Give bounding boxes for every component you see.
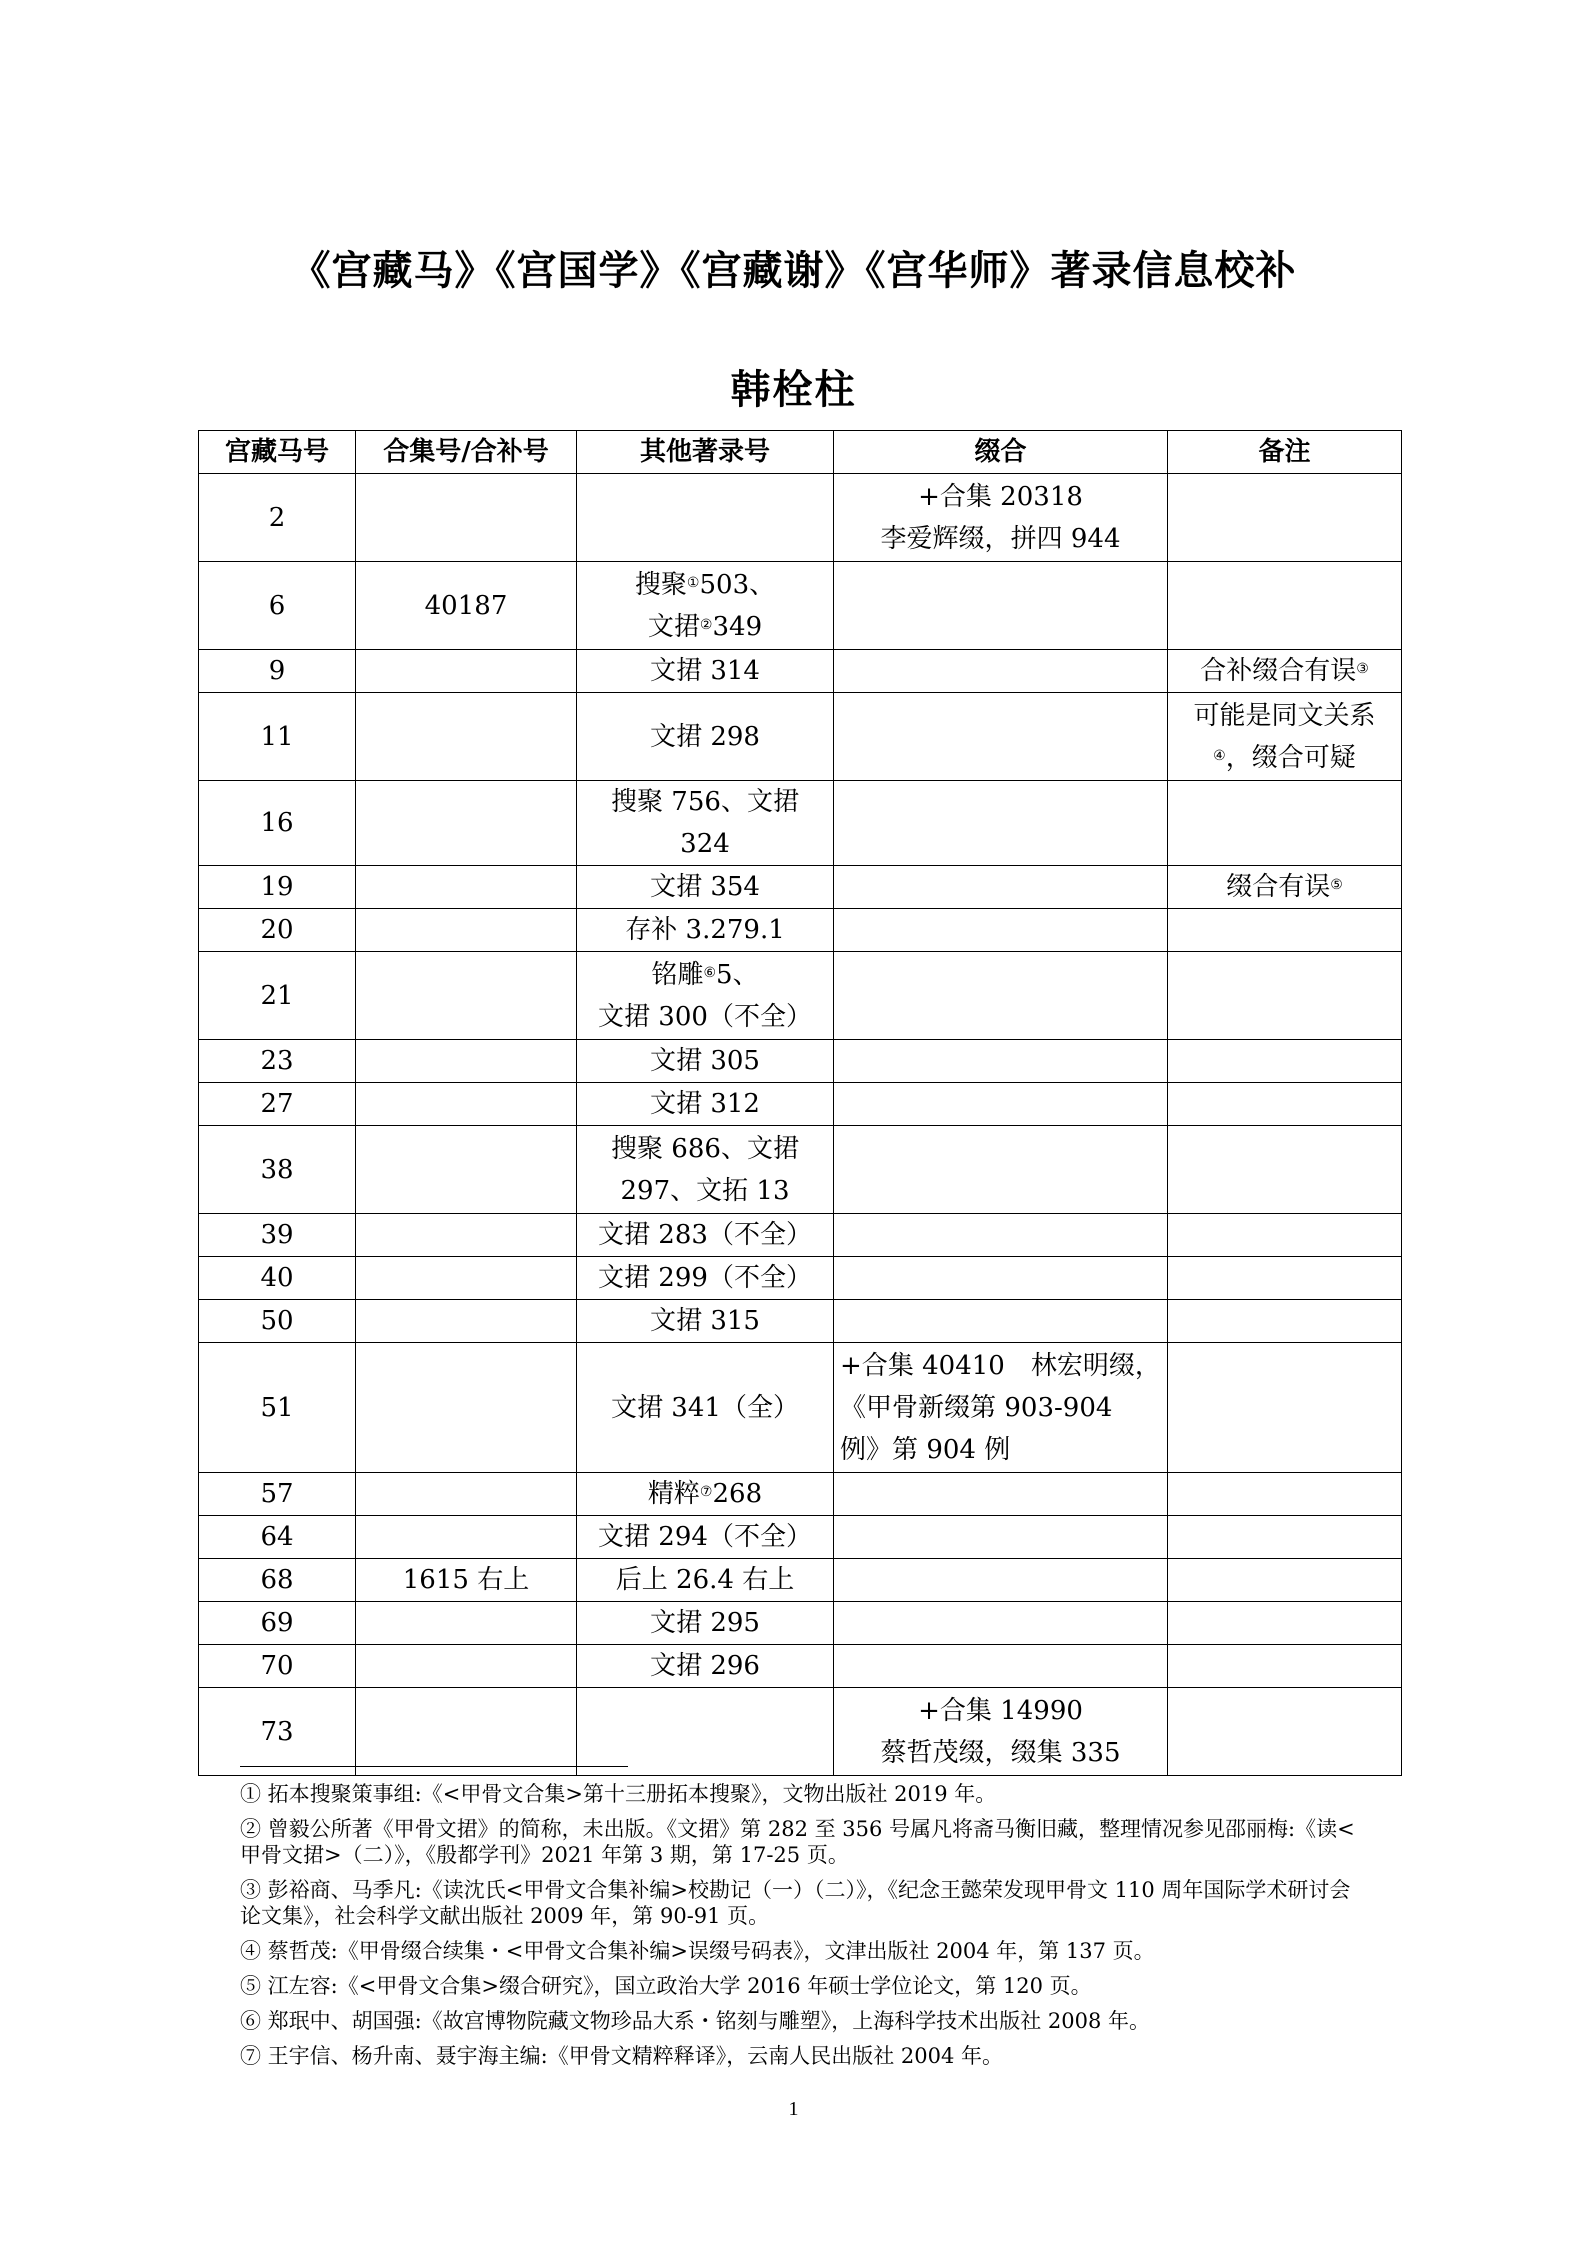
cell-join: [834, 1126, 1168, 1214]
cell-heji-no: [356, 1473, 577, 1516]
cell-line: 存补 3.279.1: [625, 915, 785, 945]
cell-line: 57: [260, 1479, 294, 1509]
cell-join: [834, 1516, 1168, 1559]
page-number: 1: [788, 2098, 799, 2120]
cell-remarks: [1168, 562, 1402, 650]
table-row: [199, 1473, 1402, 1516]
document-title: 《宫藏马》《宫国学》《宫藏谢》《宫华师》著录信息校补: [290, 248, 1297, 294]
table-row: [199, 1300, 1402, 1343]
cell-remarks: [1168, 1300, 1402, 1343]
footnote-item: ③ 彭裕商、马季凡:《读沈氏<甲骨文合集补编>校勘记（一）（二）》，《纪念王懿荣发现甲骨文 110 周年国际学术研讨会论文集》，社会科学文献出版社 2009 年，第 90-91 页。: [240, 1878, 1351, 1928]
cell-line: 蔡哲茂缀，缀集 335: [880, 1737, 1121, 1768]
cell-heji-no: [356, 1688, 577, 1776]
cell-remarks: [1168, 781, 1402, 866]
cell-join: [834, 1083, 1168, 1126]
cell-museum-no: [199, 1688, 356, 1776]
cell-line: 6: [268, 590, 286, 621]
cell-heji-no: [356, 1516, 577, 1559]
cell-remarks: [1168, 952, 1402, 1040]
cell-line: +合集 14990: [918, 1695, 1083, 1726]
cell-line: 50: [260, 1306, 294, 1336]
col-header-other-catalog: 其他著录号: [577, 431, 834, 474]
table-row: [199, 1516, 1402, 1559]
cell-line: 缀合有误⑤: [1226, 872, 1343, 902]
footnote-marker: ②: [699, 616, 713, 633]
cell-heji-no: [356, 1602, 577, 1645]
cell-other-catalog: [577, 1214, 834, 1257]
header-row: [199, 431, 1402, 474]
cell-heji-no: [356, 1126, 577, 1214]
cell-line: 文捃 283（不全）: [598, 1220, 812, 1250]
cell-line: 69: [260, 1608, 294, 1638]
footnote-marker: ①: [686, 574, 700, 591]
footnote-marker: ③: [1356, 661, 1369, 677]
cell-join: [834, 866, 1168, 909]
cell-remarks: [1168, 1645, 1402, 1688]
cell-line: 39: [260, 1220, 294, 1250]
table-row: [199, 1688, 1402, 1776]
cell-heji-no: [356, 866, 577, 909]
cell-join: [834, 1257, 1168, 1300]
cell-line: 73: [260, 1716, 294, 1747]
footnote-item: ④ 蔡哲茂:《甲骨缀合续集・<甲骨文合集补编>误缀号码表》，文津出版社 2004 年，第 137 页。: [240, 1939, 1155, 1963]
cell-line: 文捃 305: [650, 1046, 760, 1076]
col-header-heji-no: 合集号/合补号: [356, 431, 577, 474]
cell-line: 搜聚 756、文捃 324: [611, 787, 799, 859]
cell-museum-no: [199, 909, 356, 952]
cell-museum-no: [199, 474, 356, 562]
cell-join: [834, 952, 1168, 1040]
cell-line: 51: [260, 1392, 294, 1423]
cell-join: [834, 474, 1168, 562]
cell-museum-no: [199, 866, 356, 909]
cell-museum-no: [199, 952, 356, 1040]
cell-museum-no: [199, 781, 356, 866]
cell-line: 23: [260, 1046, 294, 1076]
cell-line: 11: [260, 721, 294, 752]
cell-museum-no: [199, 1473, 356, 1516]
cell-line: 文捃 354: [650, 872, 760, 902]
cell-line: 文捃 298: [650, 721, 760, 752]
cell-heji-no: [356, 1645, 577, 1688]
cell-line: 文捃 294（不全）: [598, 1522, 812, 1552]
cell-join: [834, 1343, 1168, 1473]
cell-line: 铭雕⑥5、: [651, 959, 759, 990]
cell-join: [834, 1214, 1168, 1257]
cell-join: [834, 1688, 1168, 1776]
cell-line: 21: [260, 980, 294, 1011]
footnotes: [240, 1781, 1370, 2078]
cell-other-catalog: [577, 1257, 834, 1300]
table-row: [199, 1343, 1402, 1473]
cell-other-catalog: [577, 781, 834, 866]
cell-other-catalog: [577, 562, 834, 650]
cell-heji-no: [356, 1559, 577, 1602]
cell-line: 文捃 315: [650, 1306, 760, 1336]
footnote-marker: ⑦: [699, 1484, 713, 1500]
cell-heji-no: [356, 1040, 577, 1083]
footnote-item: ⑦ 王宇信、杨升南、聂宇海主编:《甲骨文精粹释译》，云南人民出版社 2004 年。: [240, 2044, 1004, 2068]
cell-other-catalog: [577, 952, 834, 1040]
cell-join: [834, 562, 1168, 650]
cell-line: 64: [260, 1522, 294, 1552]
cell-remarks: [1168, 1040, 1402, 1083]
cell-heji-no: [356, 562, 577, 650]
cell-other-catalog: [577, 1300, 834, 1343]
cell-line: ④，缀合可疑: [1213, 742, 1356, 773]
cell-line: 《甲骨新缀第 903-904: [840, 1392, 1113, 1423]
col-header-join: 缀合: [834, 431, 1168, 474]
cell-line: 20: [260, 915, 294, 945]
cell-line: 16: [260, 808, 294, 838]
cell-line: 2: [268, 502, 286, 533]
table-row: [199, 1083, 1402, 1126]
cell-join: [834, 1645, 1168, 1688]
cell-museum-no: [199, 1083, 356, 1126]
cell-join: [834, 1300, 1168, 1343]
cell-remarks: [1168, 1343, 1402, 1473]
cell-remarks: [1168, 909, 1402, 952]
table-row: [199, 1214, 1402, 1257]
catalog-table: [198, 430, 1402, 1776]
cell-remarks: [1168, 1473, 1402, 1516]
cell-heji-no: [356, 952, 577, 1040]
cell-heji-no: [356, 474, 577, 562]
cell-museum-no: [199, 1040, 356, 1083]
cell-join: [834, 1473, 1168, 1516]
cell-remarks: [1168, 1559, 1402, 1602]
cell-line: 文捃 300（不全）: [598, 1001, 812, 1032]
table-row: [199, 693, 1402, 781]
cell-other-catalog: [577, 1040, 834, 1083]
cell-museum-no: [199, 1645, 356, 1688]
footnote-marker: ④: [1213, 747, 1226, 764]
footnote-separator: [240, 1766, 628, 1767]
table-body: [199, 474, 1402, 1776]
cell-other-catalog: [577, 1559, 834, 1602]
cell-heji-no: [356, 1343, 577, 1473]
cell-line: 297、文拓 13: [620, 1175, 790, 1206]
footnote-marker: ⑤: [1330, 877, 1343, 893]
footnote-marker: ⑥: [703, 964, 717, 981]
cell-museum-no: [199, 1126, 356, 1214]
cell-remarks: [1168, 693, 1402, 781]
cell-line: 文捃 296: [650, 1651, 760, 1681]
cell-line: 后上 26.4 右上: [615, 1565, 795, 1595]
cell-line: 70: [260, 1651, 294, 1681]
cell-remarks: [1168, 1516, 1402, 1559]
col-header-remarks: 备注: [1168, 431, 1402, 474]
cell-join: [834, 909, 1168, 952]
cell-join: [834, 781, 1168, 866]
table-row: [199, 562, 1402, 650]
cell-line: +合集 20318: [918, 481, 1083, 512]
cell-heji-no: [356, 1083, 577, 1126]
cell-other-catalog: [577, 866, 834, 909]
cell-line: 例》第 904 例: [840, 1434, 1011, 1465]
table-header: [199, 431, 1402, 474]
cell-line: 文捃②349: [647, 611, 763, 642]
cell-museum-no: [199, 650, 356, 693]
cell-heji-no: [356, 693, 577, 781]
cell-museum-no: [199, 1343, 356, 1473]
cell-heji-no: [356, 650, 577, 693]
cell-other-catalog: [577, 1688, 834, 1776]
cell-museum-no: [199, 1559, 356, 1602]
cell-other-catalog: [577, 1645, 834, 1688]
cell-join: [834, 693, 1168, 781]
cell-line: 文捃 314: [650, 656, 760, 686]
cell-line: 精粹⑦268: [647, 1479, 763, 1509]
table-row: [199, 1559, 1402, 1602]
cell-line: 文捃 299（不全）: [598, 1263, 812, 1293]
cell-other-catalog: [577, 693, 834, 781]
cell-heji-no: [356, 1214, 577, 1257]
cell-join: [834, 1040, 1168, 1083]
cell-join: [834, 1602, 1168, 1645]
cell-other-catalog: [577, 650, 834, 693]
table-row: [199, 1602, 1402, 1645]
footnote-item: ⑤ 江左容:《<甲骨文合集>缀合研究》，国立政治大学 2016 年硕士学位论文，第 120 页。: [240, 1974, 1092, 1998]
table-row: [199, 781, 1402, 866]
cell-other-catalog: [577, 909, 834, 952]
table-row: [199, 1040, 1402, 1083]
table-row: [199, 1126, 1402, 1214]
footnote-item: ⑥ 郑珉中、胡国强:《故宫博物院藏文物珍品大系・铭刻与雕塑》，上海科学技术出版社 2008 年。: [240, 2009, 1151, 2033]
cell-museum-no: [199, 693, 356, 781]
table-row: [199, 650, 1402, 693]
cell-remarks: [1168, 866, 1402, 909]
document-author: 韩栓柱: [730, 367, 857, 413]
table-row: [199, 866, 1402, 909]
cell-heji-no: [356, 1257, 577, 1300]
cell-line: 40187: [424, 590, 508, 621]
cell-remarks: [1168, 1688, 1402, 1776]
cell-museum-no: [199, 1602, 356, 1645]
cell-line: 李爱辉缀，拼四 944: [880, 523, 1121, 554]
cell-other-catalog: [577, 1083, 834, 1126]
cell-museum-no: [199, 1300, 356, 1343]
table-row: [199, 1257, 1402, 1300]
cell-line: 38: [260, 1154, 294, 1185]
cell-line: 1615 右上: [402, 1565, 530, 1595]
cell-line: 合补缀合有误③: [1200, 656, 1369, 686]
cell-other-catalog: [577, 1516, 834, 1559]
cell-museum-no: [199, 1516, 356, 1559]
cell-museum-no: [199, 1257, 356, 1300]
footnote-item: ① 拓本搜聚策事组:《<甲骨文合集>第十三册拓本搜聚》，文物出版社 2019 年。: [240, 1782, 997, 1806]
cell-line: 40: [260, 1263, 294, 1293]
cell-line: 9: [268, 656, 286, 686]
cell-line: 19: [260, 872, 294, 902]
cell-heji-no: [356, 909, 577, 952]
cell-remarks: [1168, 1126, 1402, 1214]
table-row: [199, 1645, 1402, 1688]
cell-line: 可能是同文关系: [1193, 700, 1376, 731]
cell-line: 文捃 312: [650, 1089, 760, 1119]
cell-heji-no: [356, 1300, 577, 1343]
cell-other-catalog: [577, 474, 834, 562]
footnote-item: ② 曾毅公所著《甲骨文捃》的简称，未出版。《文捃》第 282 至 356 号属凡将斋马衡旧藏，整理情况参见邵丽梅:《读<甲骨文捃>（二）》，《殷都学刊》2021 年第 3 期，第 17-25 页。: [240, 1817, 1355, 1867]
cell-line: 27: [260, 1089, 294, 1119]
cell-line: 文捃 341（全）: [611, 1392, 799, 1423]
cell-line: 搜聚 686、文捃: [611, 1133, 799, 1164]
cell-line: 68: [260, 1565, 294, 1595]
col-header-museum-no: 宫藏马号: [199, 431, 356, 474]
cell-other-catalog: [577, 1602, 834, 1645]
cell-join: [834, 650, 1168, 693]
cell-remarks: [1168, 1214, 1402, 1257]
cell-museum-no: [199, 1214, 356, 1257]
cell-remarks: [1168, 1602, 1402, 1645]
table-row: [199, 952, 1402, 1040]
cell-other-catalog: [577, 1343, 834, 1473]
cell-join: [834, 1559, 1168, 1602]
cell-remarks: [1168, 1257, 1402, 1300]
cell-remarks: [1168, 474, 1402, 562]
cell-heji-no: [356, 781, 577, 866]
cell-line: 搜聚①503、: [634, 569, 776, 600]
cell-museum-no: [199, 562, 356, 650]
cell-other-catalog: [577, 1126, 834, 1214]
cell-line: 文捃 295: [650, 1608, 760, 1638]
cell-line: +合集 40410 林宏明缀，: [840, 1350, 1161, 1381]
cell-remarks: [1168, 650, 1402, 693]
table-row: [199, 909, 1402, 952]
cell-remarks: [1168, 1083, 1402, 1126]
cell-other-catalog: [577, 1473, 834, 1516]
table-row: [199, 474, 1402, 562]
